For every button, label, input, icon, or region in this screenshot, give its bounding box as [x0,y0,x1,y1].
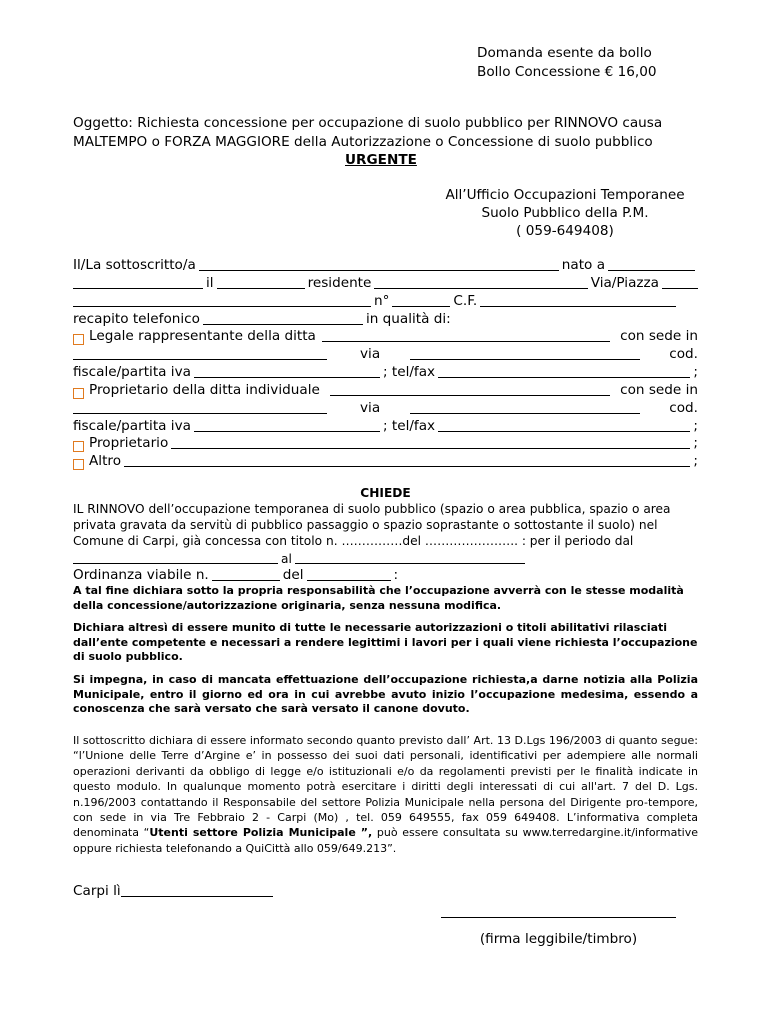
tax-code-field[interactable] [480,293,676,307]
ordinanza-label: Ordinanza viabile n. [73,567,209,583]
declaration-same-modality: A tal fine dichiara sotto la propria responsabilità che l’occupazione avverrà con le stesse modalità della concessione/autorizzazione originaria, senza nessuna modifica. [73,584,684,612]
owner-company-field[interactable] [330,382,610,396]
company-seat-field[interactable] [73,346,327,360]
birthplace-cont-field[interactable] [73,275,203,289]
il-label: il [206,275,214,291]
form-row-ordinanza [73,566,698,584]
form-row-birth [73,274,698,292]
form-row-legal-vat [73,363,698,381]
street-field[interactable] [662,275,698,289]
telfax-label-1: ; tel/fax [382,364,436,380]
urgent-label: URGENTE [345,152,417,168]
altro-field[interactable] [124,453,690,467]
via-piazza-label: Via/Piazza [590,275,659,291]
via-label-1: via [360,346,381,362]
declaration-authorizations: Dichiara altresì di essere munito di tutte le necessarie autorizzazioni o titoli abilitativi rilasciati dall’ente competente e necessari a rendere legittimi i lavori per i quali viene richiesta l’occupazione di suolo pubblico. [73,621,698,663]
ordinanza-number-field[interactable] [212,567,280,581]
name-field[interactable] [199,257,559,271]
del-label: del [282,567,304,583]
via-label-2: via [360,400,381,416]
owner-company-checkbox[interactable] [73,388,84,399]
altro-checkbox[interactable] [73,459,84,470]
recipient-line-2: Suolo Pubblico della P.M. [481,205,649,221]
numero-label: n° [374,293,390,309]
form-row-name [73,256,698,274]
telfax-field-2[interactable] [438,418,690,432]
phone-field[interactable] [203,311,363,325]
form-row-number [73,292,698,310]
house-number-field[interactable] [392,293,450,307]
form-row-phone [73,310,698,328]
proprietario-label: Proprietario [89,435,169,451]
owner-street-field[interactable] [410,400,640,414]
chiede-line-2: privata gravata da servitù di pubblico passaggio o spazio soprastante o sottostante il suolo) nel [73,518,658,532]
privacy-text-before: Il sottoscritto dichiara di essere informato secondo quanto previsto dall’ Art. 13 D.Lgs 196/2003 di quanto segue: “l’Unione delle Terre d’Argine e’ in possesso dei suoi dati personali, identificativi per adempiere alle normali operazioni derivanti da obbligo di legge e/o istituzionali e/o da regolamenti previsti per le finalità indicate in questo modulo. In qualunque momento potrà esercitare i diritti degli interessati di cui all'art. 7 del D. Lgs. n.196/2003 contattando il Responsabile del settore Polizia Municipale nella persona del Dirigente pro-tempore, con sede in via Tre Febbraio 2 - Carpi (Mo) , tel. 059 649555, fax 059 649408. L’informativa completa denominata “ [73,734,698,840]
form-row-owner-address [73,399,698,417]
birthplace-field[interactable] [608,257,695,271]
company-street-field[interactable] [410,346,640,360]
signature-caption: (firma leggibile/timbro) [479,931,638,947]
owner-seat-field[interactable] [73,400,327,414]
proprietario-checkbox[interactable] [73,441,84,452]
legale-label: Legale rappresentante della ditta [89,328,316,344]
chiede-line-1: IL RINNOVO dell’occupazione temporanea di suolo pubblico (spazio o area pubblica, spazio o area [73,502,671,516]
residente-label: residente [307,275,372,291]
nato-label: nato a [561,257,606,273]
company-name-field[interactable] [322,328,610,342]
chiede-line-3: Comune di Carpi, già concessa con titolo n. ……………del ………………….. : per il periodo dal [73,534,634,548]
ordinanza-colon: : [393,567,399,583]
fiscale-label-2: fiscale/partita iva [73,418,191,434]
telfax-label-2: ; tel/fax [382,418,436,434]
recapito-label: recapito telefonico [73,311,200,327]
in-qualita-label: in qualità di: [365,311,451,327]
fiscale-label-1: fiscale/partita iva [73,364,191,380]
subject-line-1: Oggetto: Richiesta concessione per occupazione di suolo pubblico per RINNOVO causa [73,115,663,131]
form-row-period [73,550,698,567]
recipient-phone: ( 059-649408) [516,223,614,239]
form-row-owner-vat [73,417,698,435]
place-date-row [73,882,273,900]
bollo-fee-note: Bollo Concessione € 16,00 [477,64,657,80]
chiede-title: CHIEDE [360,486,411,500]
form-row-proprietario [73,434,698,452]
al-label: al [281,552,292,566]
ordinanza-date-field[interactable] [307,567,391,581]
subject-line-2: MALTEMPO o FORZA MAGGIORE della Autorizzazione o Concessione di suolo pubblico [73,134,653,150]
form-row-legal-address [73,345,698,363]
form-row-legal-rep [73,327,698,345]
semicolon-4: ; [693,453,698,469]
vat-field-1[interactable] [194,364,380,378]
legal-rep-checkbox[interactable] [73,334,84,345]
period-to-field[interactable] [295,550,525,564]
street-cont-field[interactable] [73,293,371,307]
semicolon-3: ; [693,435,698,451]
privacy-bold-name: Utenti settore Polizia Municipale ”, [149,826,373,840]
semicolon-2: ; [693,418,698,434]
declaration-commitment: Si impegna, in caso di mancata effettuazione dell’occupazione richiesta,a darne notizia alla Polizia Municipale, entro il giorno ed ora in cui avrebbe avuto inizio l’occupazione medesima, essendo a conoscenza che sarà versato che sarà versato il canone dovuto. [73,673,698,715]
telfax-field-1[interactable] [438,364,690,378]
con-sede-label-1: con sede in [620,328,698,344]
semicolon-1: ; [693,364,698,380]
proprietario-ditta-label: Proprietario della ditta individuale [89,382,320,398]
birthdate-field[interactable] [217,275,305,289]
privacy-text-after: può essere consultata su www.terredargine.it/informative oppure richiesta telefonando a QuiCittà allo 059/649.213”. [73,826,698,855]
form-row-owner-company [73,381,698,399]
proprietario-field[interactable] [171,435,690,449]
privacy-notice [73,733,698,856]
cf-label: C.F. [453,293,478,309]
altro-label: Altro [89,453,122,469]
sottoscritto-label: Il/La sottoscritto/a [73,257,196,273]
residence-field[interactable] [374,275,587,289]
signature-line[interactable] [441,917,676,918]
con-sede-label-2: con sede in [620,382,698,398]
form-row-altro [73,452,698,470]
date-field[interactable] [121,883,273,897]
recipient-line-1: All’Ufficio Occupazioni Temporanee [445,187,685,203]
cod-label-1: cod. [669,346,698,362]
period-from-field[interactable] [73,550,278,564]
vat-field-2[interactable] [194,418,380,432]
carpi-li-label: Carpi lì [73,883,121,899]
bollo-exempt-note: Domanda esente da bollo [477,45,652,61]
cod-label-2: cod. [669,400,698,416]
